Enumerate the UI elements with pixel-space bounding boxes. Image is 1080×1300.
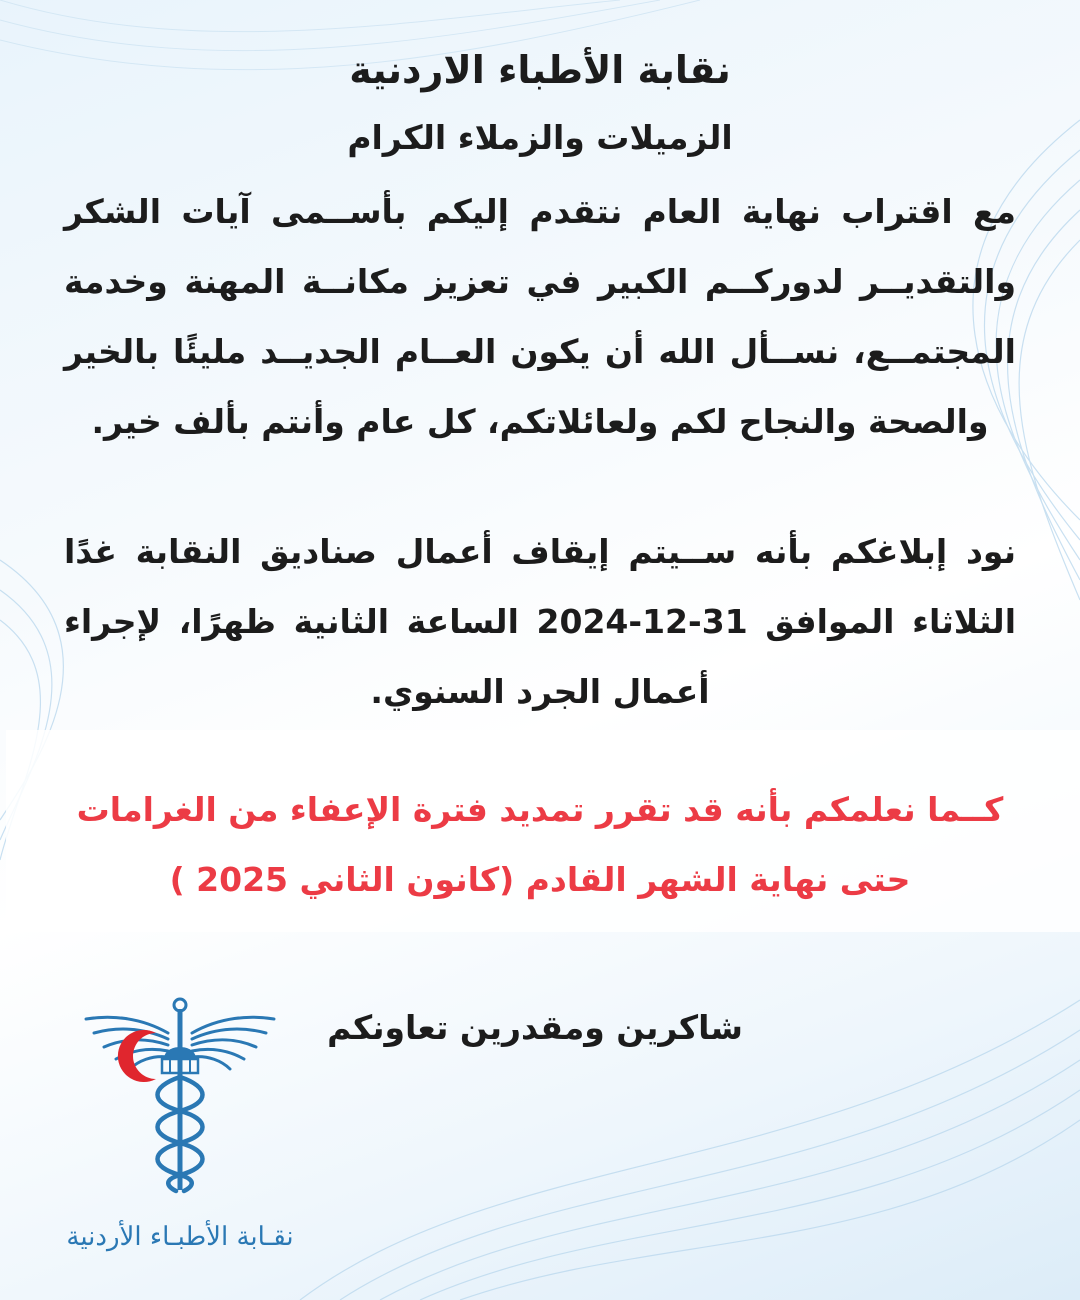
paragraph2-line: نود إبلاغكم بأنه ســيتم إيقاف أعمال صناديق النقابة غدًا [64, 532, 1016, 571]
greeting: الزميلات والزملاء الكرام [347, 118, 733, 157]
page-title: نقابة الأطباء الاردنية [349, 48, 731, 92]
caduceus-emblem-icon [80, 995, 280, 1200]
paragraph2-line: أعمال الجرد السنوي. [370, 672, 710, 711]
logo-text: نقـابة الأطبـاء الأردنية [66, 1222, 294, 1252]
paragraph1-line: مع اقتراب نهاية العام نتقدم إليكم بأســمى آيات الشكر [64, 192, 1016, 231]
notice-line: حتى نهاية الشهر القادم (كانون الثاني 2025 ) [169, 860, 911, 899]
closing-text: شاكرين ومقدرين تعاونكم [327, 1008, 743, 1047]
paragraph1-line: والصحة والنجاح لكم ولعائلاتكم، كل عام وأنتم بألف خير. [91, 402, 989, 441]
paragraph1-line: المجتمــع، نســأل الله أن يكون العــام الجديــد مليئًا بالخير [64, 332, 1016, 371]
paragraph2-line: الثلاثاء الموافق 31-12-2024 الساعة الثانية ظهرًا، لإجراء [64, 602, 1017, 641]
paragraph1-line: والتقديــر لدوركــم الكبير في تعزيز مكانــة المهنة وخدمة [64, 262, 1016, 301]
notice-line: كــما نعلمكم بأنه قد تقرر تمديد فترة الإعفاء من الغرامات [76, 790, 1004, 829]
